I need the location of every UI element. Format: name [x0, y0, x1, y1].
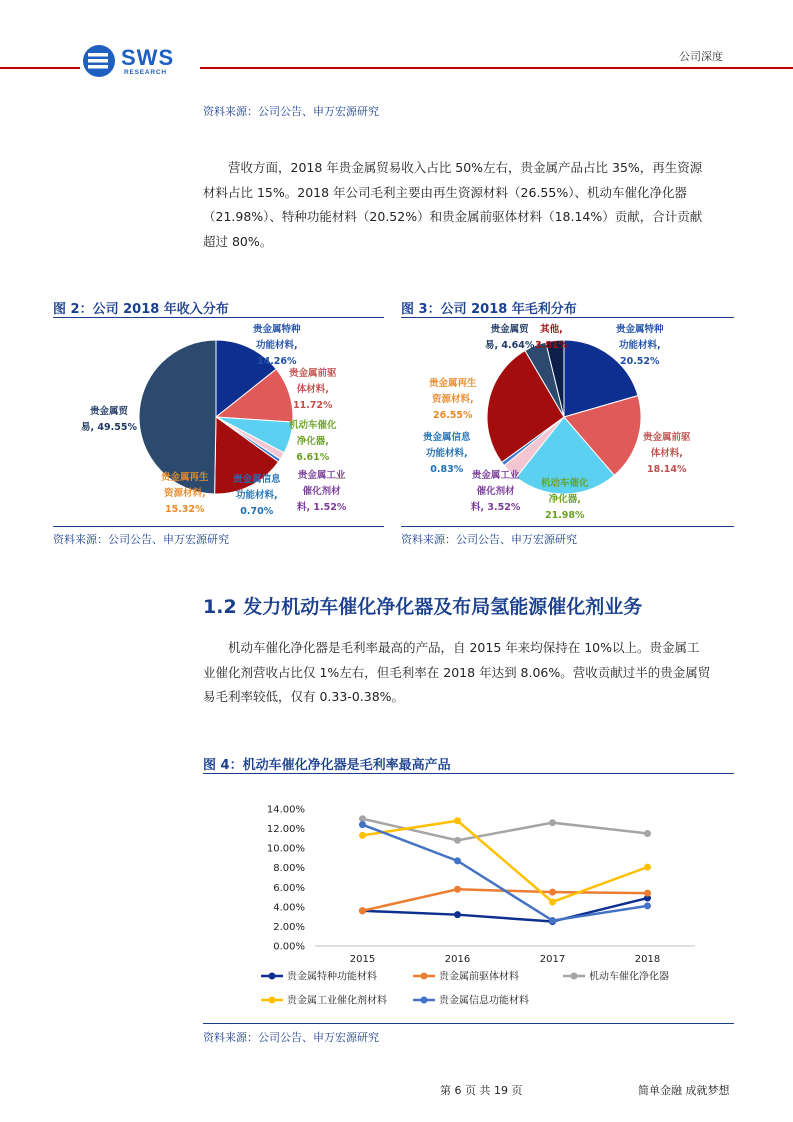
- footer-slogan: 简单金融 成就梦想: [638, 1084, 730, 1097]
- fig3-title: 图 3：公司 2018 年毛利分布: [401, 302, 577, 317]
- legend-label: 贵金属特种功能材料: [287, 971, 377, 983]
- legend-marker: [269, 997, 276, 1004]
- pie-data-label: 贵金属再生 资源材料, 26.55%: [429, 378, 477, 421]
- fig2-title: 图 2：公司 2018 年收入分布: [53, 302, 229, 317]
- pie-data-label: 贵金属特种 功能材料, 20.52%: [616, 324, 664, 367]
- fig2-bottom-rule: [53, 526, 384, 527]
- pie-data-label: 贵金属工业 催化剂材 料, 3.52%: [471, 470, 521, 513]
- p2-line: 机动车催化净化器是毛利率最高的产品，自 2015 年来均保持在 10%以上。贵金属工: [228, 640, 700, 655]
- pie-data-label: 贵金属前驱 体材料, 11.72%: [289, 368, 337, 411]
- p1-line: （21.98%）、特种功能材料（20.52%）和贵金属前驱体材料（18.14%）贡献，合计贡献: [203, 209, 703, 224]
- series-point: [454, 857, 461, 864]
- y-tick-label: 0.00%: [273, 941, 305, 953]
- p2-line: 易毛利率较低，仅有 0.33-0.38%。: [203, 689, 405, 704]
- legend-marker: [421, 973, 428, 980]
- legend-label: 贵金属信息功能材料: [439, 995, 529, 1007]
- fig2-title-rule: [53, 317, 384, 318]
- x-tick-label: 2016: [444, 954, 471, 965]
- pie-data-label: 贵金属信息 功能材料, 0.70%: [233, 474, 281, 517]
- series-point: [549, 889, 556, 896]
- series-point: [359, 832, 366, 839]
- fig4-source: 资料来源：公司公告、申万宏源研究: [203, 1031, 379, 1044]
- top-source: 资料来源：公司公告、申万宏源研究: [203, 105, 379, 118]
- paragraph-2: [203, 636, 733, 710]
- x-tick-label: 2017: [539, 954, 566, 965]
- series-point: [644, 830, 651, 837]
- pie-data-label: 贵金属特种 功能材料, 14.26%: [253, 324, 301, 367]
- fig4-line-chart: [203, 776, 734, 1021]
- legend-marker: [269, 973, 276, 980]
- fig3-title-rule: [401, 317, 734, 318]
- series-point: [644, 864, 651, 871]
- fig4-title: 图 4：机动车催化净化器是毛利率最高产品: [203, 758, 451, 773]
- y-tick-label: 8.00%: [273, 863, 305, 875]
- y-tick-label: 6.00%: [273, 882, 305, 894]
- sws-logo-icon: [82, 44, 116, 78]
- series-point: [454, 911, 461, 918]
- fig3-bottom-rule: [401, 526, 734, 527]
- pie-data-label: 贵金属贸 易, 49.55%: [81, 406, 137, 433]
- fig3-source: 资料来源：公司公告、申万宏源研究: [401, 533, 577, 546]
- pie-data-label: 贵金属前驱 体材料, 18.14%: [643, 432, 691, 475]
- logo-text: SWS: [121, 45, 175, 70]
- legend-label: 贵金属前驱体材料: [439, 971, 519, 983]
- pie-data-label: 贵金属再生 资源材料, 15.32%: [161, 472, 209, 515]
- y-tick-label: 12.00%: [266, 824, 305, 836]
- p1-line: 材料占比 15%。2018 年公司毛利主要由再生资源材料（26.55%）、机动车催化净化器: [203, 184, 687, 200]
- report-type: 公司深度: [679, 50, 723, 63]
- series-point: [549, 898, 556, 905]
- pie-data-label: 贵金属信息 功能材料, 0.83%: [423, 432, 471, 475]
- y-tick-label: 14.00%: [266, 804, 305, 816]
- legend-label: 机动车催化净化器: [589, 971, 669, 983]
- section-title: 1.2 发力机动车催化净化器及布局氢能源催化剂业务: [203, 596, 643, 618]
- series-point: [644, 902, 651, 909]
- pie-data-label: 其他, 3.81%: [535, 324, 568, 351]
- page-number: 第 6 页 共 19 页: [440, 1084, 523, 1097]
- logo-sub: RESEARCH: [124, 69, 167, 76]
- p1-line: 营收方面，2018 年贵金属贸易收入占比 50%左右，贵金属产品占比 35%，再生资源: [228, 160, 703, 175]
- series-point: [454, 886, 461, 893]
- y-tick-label: 4.00%: [273, 902, 305, 914]
- fig2-source: 资料来源：公司公告、申万宏源研究: [53, 533, 229, 546]
- y-tick-label: 2.00%: [273, 921, 305, 933]
- p2-line: 业催化剂营收占比仅 1%左右，但毛利率在 2018 年达到 8.06%。营收贡献过半的贵金属贸: [203, 664, 711, 680]
- legend-label: 贵金属工业催化剂材料: [287, 995, 387, 1007]
- pie-data-label: 贵金属工业 催化剂材 料, 1.52%: [297, 470, 347, 513]
- legend-marker: [421, 997, 428, 1004]
- p1-line: 超过 80%。: [203, 233, 273, 249]
- series-point: [359, 907, 366, 914]
- x-tick-label: 2018: [634, 954, 661, 965]
- header: [0, 40, 793, 80]
- series-point: [454, 837, 461, 844]
- series-line: [363, 825, 648, 921]
- legend-marker: [571, 973, 578, 980]
- y-tick-label: 10.00%: [266, 843, 305, 855]
- series-point: [549, 917, 556, 924]
- header-red-line-right: [200, 67, 793, 69]
- fig4-bottom-rule: [203, 1023, 734, 1024]
- series-point: [454, 817, 461, 824]
- pie-data-label: 机动车催化 净化器, 21.98%: [541, 478, 589, 521]
- paragraph-1: [203, 156, 733, 254]
- series-point: [549, 819, 556, 826]
- series-point: [359, 821, 366, 828]
- x-tick-label: 2015: [349, 954, 376, 965]
- pie-data-label: 贵金属贸 易, 4.64%: [485, 324, 535, 351]
- header-red-line-left: [0, 67, 80, 69]
- series-point: [644, 890, 651, 897]
- fig4-title-rule: [203, 773, 734, 774]
- pie-data-label: 机动车催化 净化器, 6.61%: [289, 420, 337, 463]
